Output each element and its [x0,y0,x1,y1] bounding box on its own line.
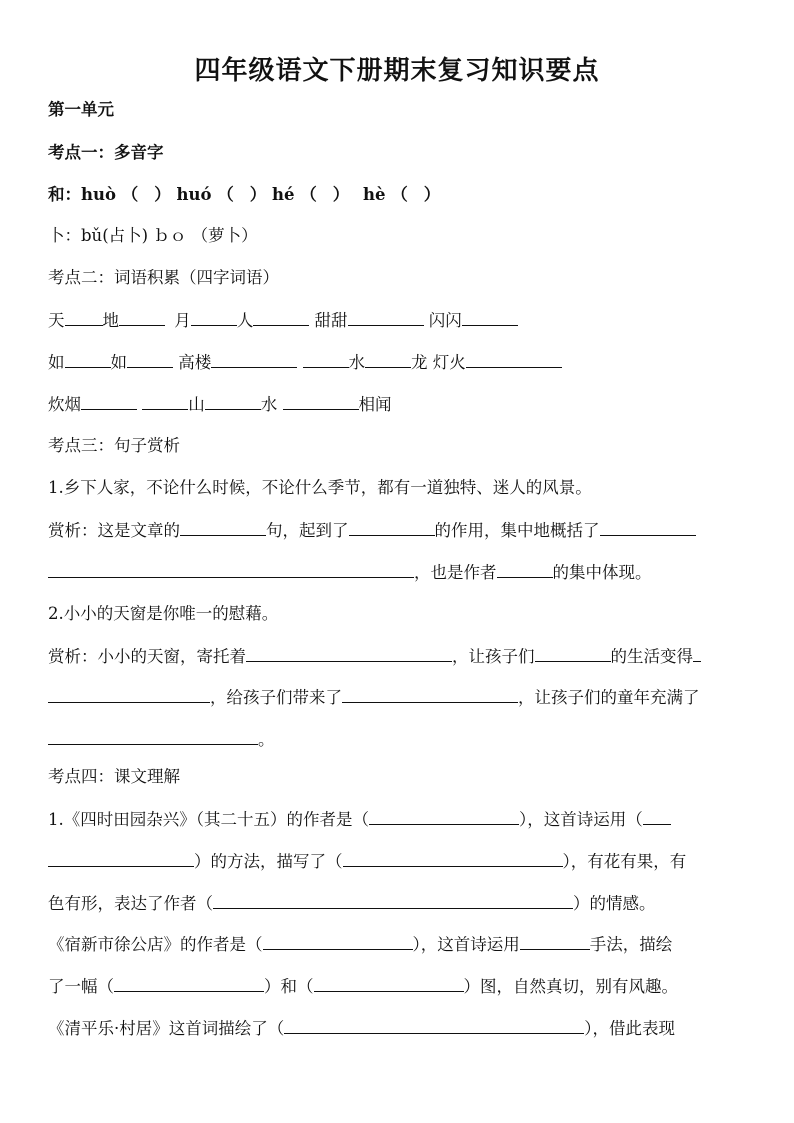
bu-example: （萝卜） [191,226,258,245]
question-text: ）的情感。 [573,894,656,913]
idiom-blank[interactable] [466,351,562,368]
bu-label: 卜： [48,226,81,245]
paren-close: ） [249,185,267,204]
idiom-blank[interactable] [127,351,173,368]
bu-pinyin-2: ｂｏ [153,226,187,245]
polyphone-bu-line [48,225,258,247]
question-text: 了一幅（ [48,977,114,996]
idiom-char: 山 [188,395,205,414]
paren-open: （ [121,185,139,204]
analysis-blank[interactable] [180,519,266,536]
paren-open: （ [217,185,234,204]
polyphone-he-line [48,184,440,206]
question-3-line-1 [48,1017,675,1040]
question-text: 《宿新市徐公店》的作者是（ [48,935,263,954]
he-pinyin-3: hé [272,185,295,204]
he-pinyin-1: huò [81,185,116,204]
analysis-2-line-2 [48,686,700,709]
sentence-1: 1.乡下人家，不论什么时候，不论什么季节，都有一道独特、迷人的风景。 [48,478,592,497]
idiom-row-2 [48,351,562,374]
question-1-line-1 [48,808,671,831]
idiom-char: 天 [48,311,65,330]
question-text: ）和（ [264,977,314,996]
analysis-text: ，让孩子们的童年充满了 [518,688,700,707]
paren-close: ） [332,185,350,204]
idiom-char: 甜甜 [314,311,348,330]
idiom-blank[interactable] [303,351,349,368]
question-blank[interactable] [213,892,573,909]
idiom-char: 地 [102,311,119,330]
question-text: 1.《四时田园杂兴》（其二十五）的作者是（ [48,810,369,829]
point4-heading: 考点四：课文理解 [48,767,180,786]
unit-heading: 第一单元 [48,100,114,119]
idiom-blank[interactable] [65,309,103,326]
idiom-blank[interactable] [253,309,309,326]
analysis-text: 句，起到了 [266,521,349,540]
he-label: 和： [48,185,81,204]
idiom-char: 闪闪 [428,311,462,330]
analysis-text: ，让孩子们 [452,647,535,666]
point2-heading: 考点二：词语积累（四字词语） [48,268,279,287]
he-pinyin-2: huó [176,185,212,204]
sentence-2: 2.小小的天窗是你唯一的慰藉。 [48,604,279,623]
analysis-2-line-1 [48,645,701,668]
idiom-blank[interactable] [462,309,518,326]
analysis-text: 的生活变得 [610,647,693,666]
idiom-char: 相闻 [358,395,392,414]
analysis-text: 的作用，集中地概括了 [434,521,600,540]
analysis-text: ，给孩子们带来了 [210,688,342,707]
idiom-blank[interactable] [65,351,111,368]
idiom-char: 人 [236,311,254,330]
analysis-blank[interactable] [693,645,701,662]
idiom-blank[interactable] [142,393,188,410]
question-blank[interactable] [369,808,519,825]
analysis-text: 的集中体现。 [552,563,652,582]
question-blank[interactable] [314,975,464,992]
question-blank[interactable] [114,975,264,992]
idiom-char: 炊烟 [48,395,81,414]
analysis-text: 赏析：这是文章的 [48,521,180,540]
question-text: ）的方法，描写了（ [194,852,343,871]
question-blank[interactable] [643,808,671,825]
question-2-line-2 [48,975,678,998]
analysis-blank[interactable] [48,686,210,703]
question-text: ），借此表现 [584,1019,675,1038]
paren-open: （ [300,185,317,204]
analysis-blank[interactable] [535,645,611,662]
question-blank[interactable] [520,933,590,950]
idiom-blank[interactable] [283,393,359,410]
idiom-char: 高楼 [178,353,212,372]
idiom-char: 龙 [411,353,428,372]
idiom-char: 如 [48,353,65,372]
question-blank[interactable] [284,1017,584,1034]
question-blank[interactable] [263,933,413,950]
idiom-blank[interactable] [365,351,411,368]
idiom-blank[interactable] [191,309,237,326]
idiom-blank[interactable] [205,393,261,410]
question-1-line-3 [48,892,656,915]
idiom-char: 水 [348,353,365,372]
analysis-1-line-2 [48,561,652,584]
paren-close: ） [423,185,441,204]
bu-pinyin-1: bǔ(占卜) [81,226,149,245]
idiom-char: 水 [260,395,278,414]
idiom-row-1 [48,309,518,332]
point3-heading: 考点三：句子赏析 [48,436,180,455]
analysis-blank[interactable] [246,645,452,662]
question-text: 色有形，表达了作者（ [48,894,213,913]
analysis-blank[interactable] [497,561,553,578]
idiom-char: 月 [174,311,191,330]
question-blank[interactable] [48,850,194,867]
question-text: ），这首诗运用 [412,935,520,954]
question-2-line-1 [48,933,672,956]
question-text: 《清平乐·村居》这首词描绘了（ [48,1019,285,1038]
analysis-blank[interactable] [349,519,435,536]
question-text: ），有花有果，有 [562,852,687,871]
analysis-blank[interactable] [342,686,518,703]
paren-close: ） [154,185,171,204]
he-pinyin-4: hè [363,185,386,204]
idiom-blank[interactable] [119,309,165,326]
analysis-text: 赏析：小小的天窗，寄托着 [48,647,246,666]
paren-open: （ [391,185,408,204]
idiom-row-3 [48,393,392,416]
question-text: ）图，自然真切，别有风趣。 [463,977,678,996]
analysis-text: 。 [258,730,275,749]
idiom-blank[interactable] [348,309,424,326]
analysis-text: ，也是作者 [414,563,497,582]
idiom-char: 灯火 [432,353,466,372]
question-1-line-2 [48,850,686,873]
question-text: ），这首诗运用（ [519,810,643,829]
question-blank[interactable] [343,850,563,867]
analysis-2-line-3 [48,728,275,751]
question-text: 手法，描绘 [589,935,673,954]
idiom-blank[interactable] [81,393,137,410]
point1-heading: 考点一：多音字 [48,143,164,162]
analysis-blank[interactable] [48,561,414,578]
analysis-blank[interactable] [48,728,258,745]
page-title: 四年级语文下册期末复习知识要点 [194,56,600,86]
analysis-1-line-1 [48,519,696,542]
analysis-blank[interactable] [600,519,696,536]
idiom-char: 如 [110,353,127,372]
idiom-blank[interactable] [211,351,297,368]
